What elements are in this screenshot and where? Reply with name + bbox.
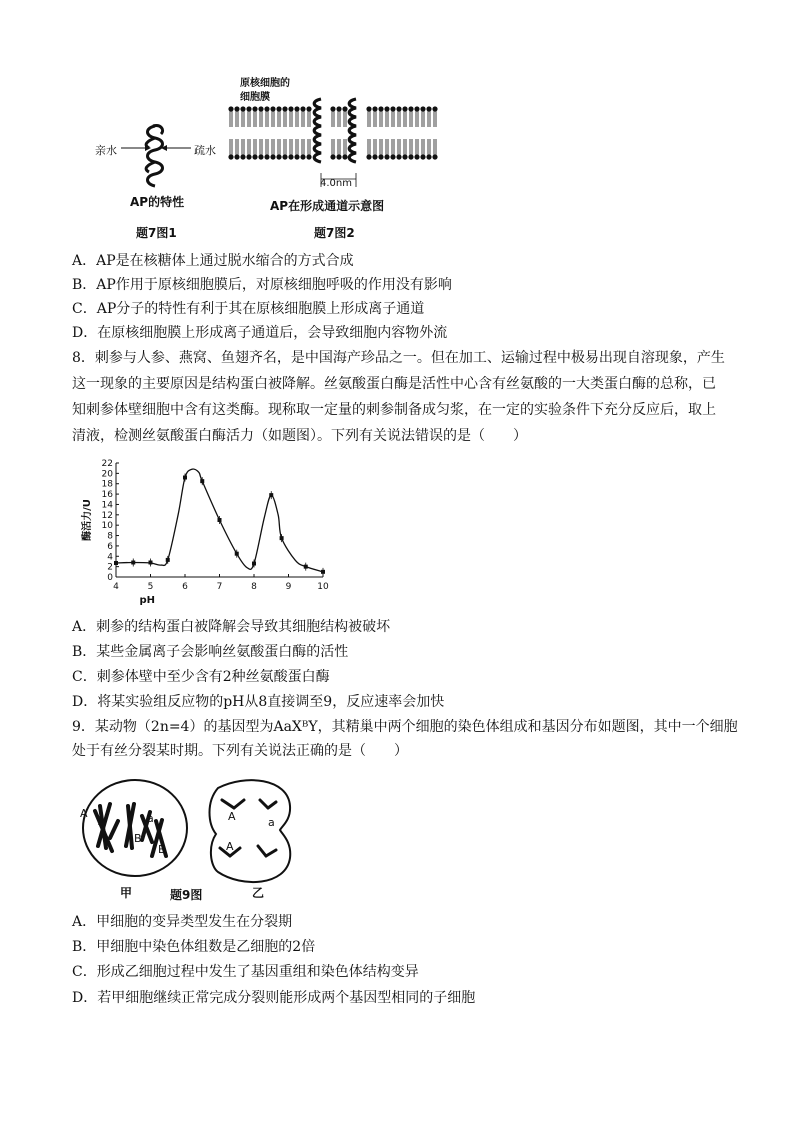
lipid-head [252,106,257,111]
y-tick-label: 14 [101,500,113,511]
gene-label: B [134,832,142,845]
gene-label: a [268,816,275,829]
lipid-head [276,106,281,111]
lipid-head [402,154,407,159]
lipid-head [402,106,407,111]
y-tick-label: 4 [107,552,113,563]
lipid-head [432,154,437,159]
q9-stem-line-2: 处于有丝分裂某时期。下列有关说法正确的是（ ） [72,743,408,759]
q8-option-d: D．将某实验组反应物的pH从8直接调至9，反应速率会加快 [72,694,445,710]
hydrophilic-label: 亲水 [95,144,117,157]
lipid-head [306,154,311,159]
lipid-head [378,154,383,159]
y-tick-label: 22 [101,459,113,469]
y-tick-label: 8 [107,531,113,542]
lipid-head [264,106,269,111]
lipid-head [342,106,347,111]
x-tick-label: 8 [251,582,257,592]
y-tick-label: 20 [101,469,113,480]
lipid-head [282,154,287,159]
q8-stem-line-4: 清液，检测丝氨酸蛋白酶活力（如题图）。下列有关说法错误的是（ ） [72,428,527,444]
lipid-head [288,106,293,111]
gene-label: A [226,840,234,853]
lipid-head [384,154,389,159]
lipid-head [234,106,239,111]
y-tick-label: 10 [101,521,113,532]
lipid-head [276,154,281,159]
fig2-subcaption: AP在形成通道示意图 [270,199,385,213]
lipid-head [270,154,275,159]
lipid-head [414,154,419,159]
lipid-head [390,106,395,111]
lipid-head [366,106,371,111]
lipid-head [258,154,263,159]
gene-label: A [228,810,236,823]
q9-stem-line-1: 9．某动物（2n=4）的基因型为AaXᴮY，其精巢中两个细胞的染色体组成和基因分布如题图，其中一个细胞 [72,719,738,735]
x-tick-label: 10 [317,582,329,592]
q9-option-b: B．甲细胞中染色体组数是乙细胞的2倍 [72,939,316,955]
membrane-label-2: 细胞膜 [240,92,270,103]
ap-helix [349,99,356,162]
q8-option-c: C．刺参体壁中至少含有2种丝氨酸蛋白酶 [72,669,330,685]
y-tick-label: 2 [107,562,113,573]
x-tick-label: 4 [113,582,119,592]
x-tick-label: 7 [216,582,223,592]
lipid-head [282,106,287,111]
fig1-subcaption: AP的特性 [130,195,185,209]
x-axis-label: pH [139,595,156,605]
y-tick-label: 18 [101,479,113,490]
y-tick-label: 12 [101,510,113,521]
q9-option-a: A．甲细胞的变异类型发生在分裂期 [72,914,293,930]
lipid-head [300,106,305,111]
lipid-head [420,154,425,159]
q7-option-a: A．AP是在核糖体上通过脱水缩合的方式合成 [72,253,354,269]
lipid-head [306,106,311,111]
lipid-head [234,154,239,159]
q8-option-a: A．刺参的结构蛋白被降解会导致其细胞结构被破坏 [72,619,391,635]
cell-yi-label: 乙 [252,886,265,900]
lipid-head [414,106,419,111]
y-axis-label: 酶活力/U [82,499,93,541]
y-tick-label: 6 [107,541,113,552]
fig9-caption: 题9图 [170,888,203,902]
lipid-head [336,106,341,111]
q7-option-d: D．在原核细胞膜上形成离子通道后，会导致细胞内容物外流 [72,325,448,341]
lipid-head [252,154,257,159]
lipid-head [432,106,437,111]
q8-stem-line-3: 知刺参体壁细胞中含有这类酶。现称取一定量的刺参制备成匀浆，在一定的实验条件下充分反应后，取上 [72,402,716,418]
lipid-head [372,106,377,111]
q7-option-c: C．AP分子的特性有利于其在原核细胞膜上形成离子通道 [72,301,425,317]
q7-option-b: B．AP作用于原核细胞膜后，对原核细胞呼吸的作用没有影响 [72,277,452,293]
lipid-head [408,154,413,159]
enzyme-activity-chart [80,455,340,605]
ap-helix [314,99,321,162]
gene-label: B [158,843,166,856]
x-tick-label: 6 [182,582,188,592]
cell-jia-label: 甲 [120,886,133,900]
lipid-head [426,154,431,159]
fig2-caption: 题7图2 [314,226,355,240]
lipid-head [330,106,335,111]
x-tick-label: 5 [147,582,154,592]
lipid-head [300,154,305,159]
y-tick-label: 16 [101,490,113,501]
lipid-head [228,154,233,159]
membrane-label-1: 原核细胞的 [240,78,290,89]
lipid-head [246,106,251,111]
lipid-head [384,106,389,111]
q9-option-c: C．形成乙细胞过程中发生了基因重组和染色体结构变异 [72,964,419,980]
cell-division-diagram [70,776,320,901]
x-tick-label: 9 [285,582,292,592]
lipid-head [420,106,425,111]
lipid-head [258,106,263,111]
q8-stem-line-1: 8．刺参与人参、燕窝、鱼翅齐名，是中国海产珍品之一。但在加工、运输过程中极易出现自溶现象，产生 [72,350,725,366]
lipid-head [396,106,401,111]
lipid-head [366,154,371,159]
lipid-head [372,154,377,159]
lipid-head [426,106,431,111]
lipid-head [336,154,341,159]
q8-stem-line-2: 这一现象的主要原因是结构蛋白被降解。丝氨酸蛋白酶是活性中心含有丝氨酸的一大类蛋白酶的总称，已 [72,376,716,392]
lipid-head [228,106,233,111]
lipid-head [378,106,383,111]
gene-label: A [80,807,88,820]
gene-label: A [98,815,106,828]
q9-option-d: D．若甲细胞继续正常完成分裂则能形成两个基因型相同的子细胞 [72,990,476,1006]
channel-width-label: 4.0nm [320,178,352,189]
lipid-head [288,154,293,159]
cell-jia-outline [83,780,187,876]
hydrophobic-label: 疏水 [194,144,216,157]
lipid-head [294,106,299,111]
lipid-head [390,154,395,159]
fig1-caption: 题7图1 [136,226,177,240]
lipid-head [270,106,275,111]
lipid-head [330,154,335,159]
lipid-head [396,154,401,159]
lipid-head [342,154,347,159]
lipid-head [294,154,299,159]
q8-option-b: B．某些金属离子会影响丝氨酸蛋白酶的活性 [72,644,349,660]
cell-yi-outline [210,780,291,882]
y-tick-label: 0 [107,573,113,583]
lipid-head [264,154,269,159]
lipid-head [246,154,251,159]
lipid-head [408,106,413,111]
lipid-head [240,154,245,159]
cell-jia-chromosomes [95,804,166,856]
lipid-head [240,106,245,111]
gene-label: a [147,812,154,825]
